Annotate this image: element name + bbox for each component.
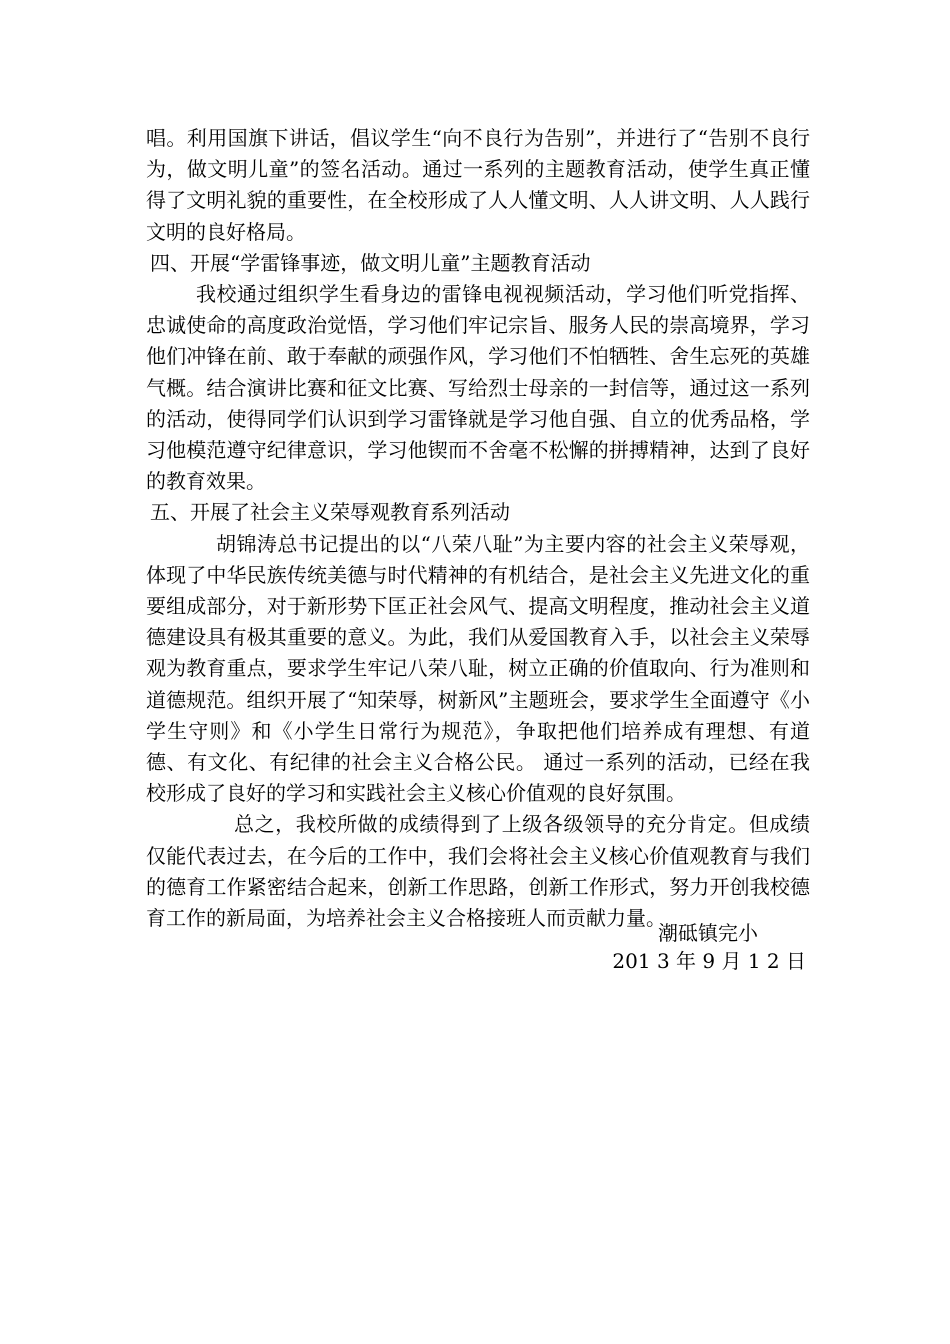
signature-organization: 潮砥镇完小 xyxy=(658,921,758,945)
signature-block xyxy=(560,919,806,975)
paragraph-honor-disgrace: 胡锦涛总书记提出的以“八荣八耻”为主要内容的社会主义荣辱观，体现了中华民族传统美德与时代精神的有机结合，是社会主义先进文化的重要组成部分，对于新形势下匡正社会风气、提高文明程度，推动社会主义道德建设具有极其重要的意义。为此，我们从爱国教育入手，以社会主义荣辱观为教育重点，要求学生牢记八荣八耻，树立正确的价值取向、行为准则和道德规范。组织开展了“知荣辱，树新风”主题班会，要求学生全面遵守《小学生守则》和《小学生日常行为规范》，争取把他们培养成有理想、有道德、有文化、有纪律的社会主义合格公民。 通过一系列的活动，已经在我校形成了良好的学习和实践社会主义核心价值观的良好氛围。 xyxy=(146,531,810,806)
signature-date: 201 3 年 9 月 1 2 日 xyxy=(612,949,806,973)
section-heading-4: 四、开展“学雷锋事迹，做文明儿童”主题教育活动 xyxy=(150,250,591,275)
paragraph-continuation: 唱。利用国旗下讲话，倡议学生“向不良行为告别”，并进行了“告别不良行为，做文明儿童”的签名活动。通过一系列的主题教育活动，使学生真正懂得了文明礼貌的重要性，在全校形成了人人懂文明、人人讲文明、人人践行文明的良好格局。 xyxy=(146,126,810,244)
paragraph-conclusion: 总之，我校所做的成绩得到了上级各级领导的充分肯定。但成绩仅能代表过去，在今后的工作中，我们会将社会主义核心价值观教育与我们的德育工作紧密结合起来，创新工作思路，创新工作形式，努力开创我校德育工作的新局面，为培养社会主义合格接班人而贡献力量。 xyxy=(146,812,810,931)
paragraph-lei-feng: 我校通过组织学生看身边的雷锋电视视频活动，学习他们听党指挥、忠诚使命的高度政治觉悟，学习他们牢记宗旨、服务人民的崇高境界，学习他们冲锋在前、敢于奉献的顽强作风，学习他们不怕牺牲、舍生忘死的英雄气概。结合演讲比赛和征文比赛、写给烈士母亲的一封信等，通过这一系列的活动，使得同学们认识到学习雷锋就是学习他自强、自立的优秀品格，学习他模范遵守纪律意识，学习他锲而不舍毫不松懈的拼搏精神，达到了良好的教育效果。 xyxy=(146,282,810,494)
document-body xyxy=(146,123,810,934)
section-heading-5: 五、开展了社会主义荣辱观教育系列活动 xyxy=(150,500,510,525)
